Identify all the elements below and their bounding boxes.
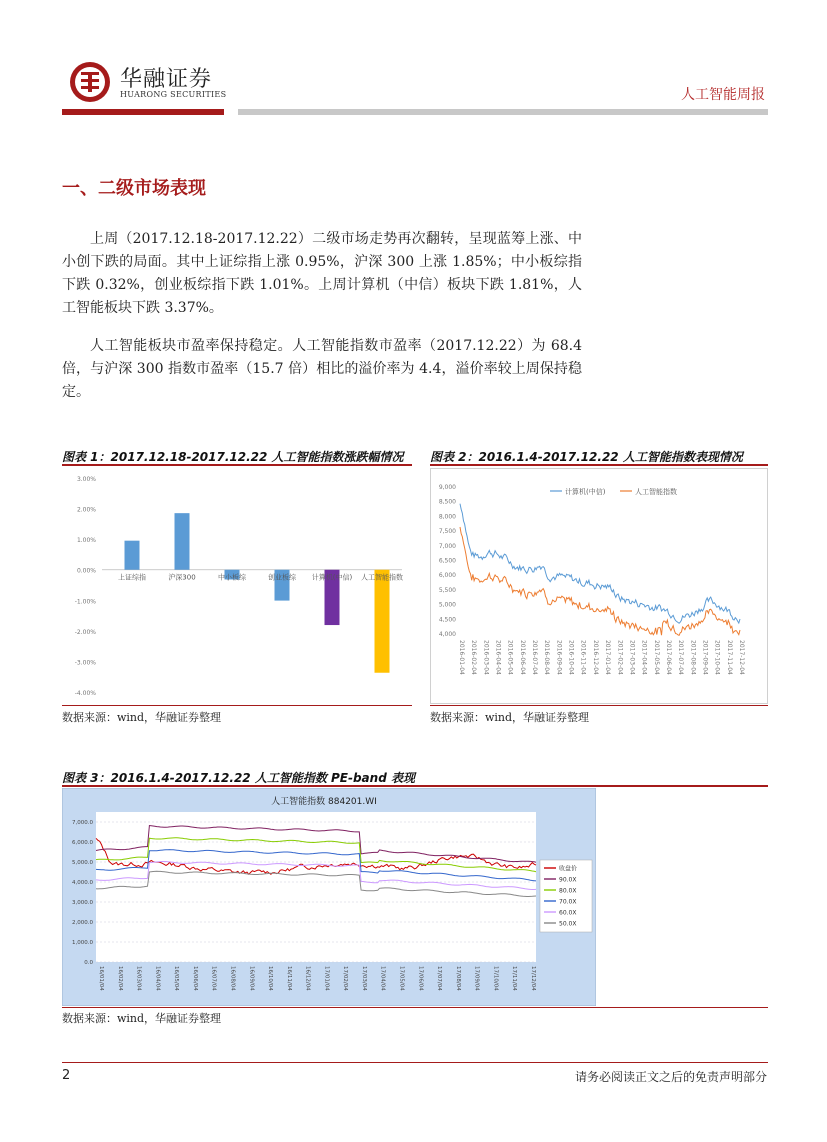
disclaimer-note: 请务必阅读正文之后的免责声明部分 (574, 1070, 767, 1084)
y-tick-label: 1.00% (76, 537, 96, 545)
x-tick-label: 2017-09-04 (701, 640, 709, 675)
y-tick-label: 5,500 (438, 586, 456, 594)
y-tick-label: 8,000 (438, 513, 456, 521)
y-tick-label: -1.00% (74, 598, 96, 606)
x-tick-label: 2016-07-04 (531, 640, 539, 675)
category-label: 创业板综 (268, 573, 296, 582)
x-tick-label: 17/03/04 (360, 966, 367, 991)
y-tick-label: 7,000 (438, 542, 456, 550)
y-tick-label: 2.00% (76, 506, 96, 514)
y-tick-label: 8,500 (438, 498, 456, 506)
y-tick-label: 0.0 (84, 960, 93, 966)
chart-title: 人工智能指数 884201.WI (271, 797, 377, 807)
figure-1-bar-chart (62, 468, 412, 704)
x-tick-label: 16/07/04 (210, 966, 217, 991)
legend-label: 计算机(中信) (565, 488, 606, 496)
huarong-logo-icon (68, 60, 112, 104)
x-tick-label: 2017-01-04 (604, 640, 612, 675)
x-tick-label: 16/08/04 (229, 966, 236, 991)
figure-2-line-chart (430, 468, 768, 704)
x-tick-label: 17/11/04 (511, 966, 518, 991)
plot-area (96, 812, 536, 962)
company-name: 华融证券 (120, 67, 213, 92)
x-tick-label: 2016-02-04 (470, 640, 478, 675)
figure-1-rule-bottom (62, 705, 412, 706)
x-tick-label: 17/04/04 (379, 966, 386, 991)
figure-3-source: 数据来源：wind，华融证券整理 (62, 1012, 222, 1025)
x-tick-label: 2016-11-04 (579, 640, 587, 675)
x-tick-label: 17/12/04 (530, 966, 536, 991)
figure-1-title: 图表 1：2017.12.18-2017.12.22 人工智能指数涨跌幅情况 (62, 450, 404, 464)
x-tick-label: 17/09/04 (473, 966, 480, 991)
y-tick-label: 4,000 (438, 631, 456, 638)
x-tick-label: 16/06/04 (191, 966, 198, 991)
x-tick-label: 17/08/04 (454, 966, 461, 991)
x-tick-label: 2016-09-04 (555, 640, 563, 675)
figure-1-source: 数据来源：wind，华融证券整理 (62, 711, 222, 724)
x-tick-label: 17/01/04 (323, 966, 330, 991)
x-tick-label: 16/01/04 (98, 966, 104, 991)
footer-rule (62, 1062, 768, 1063)
figure-3-title: 图表 3：2016.1.4-2017.12.22 人工智能指数 PE-band 表现 (62, 771, 415, 785)
x-tick-label: 2017-12-04 (738, 640, 745, 675)
x-tick-label: 2016-08-04 (543, 640, 551, 675)
x-tick-label: 2016-05-04 (506, 640, 514, 675)
y-tick-label: 7,000.0 (72, 820, 93, 826)
y-tick-label: 0.00% (76, 567, 96, 575)
x-tick-label: 2017-05-04 (652, 640, 660, 675)
category-label: 人工智能指数 (361, 573, 403, 582)
x-tick-label: 2016-12-04 (591, 640, 599, 675)
bar (375, 570, 390, 673)
x-tick-label: 17/10/04 (492, 966, 499, 991)
y-tick-label: 5,000 (438, 601, 456, 609)
legend-label: 90.0X (559, 876, 577, 884)
x-tick-label: 17/07/04 (436, 966, 443, 991)
x-tick-label: 2017-03-04 (628, 640, 636, 675)
x-tick-label: 16/03/04 (135, 966, 142, 991)
x-tick-label: 2016-04-04 (494, 640, 502, 675)
company-name-en: HUARONG SECURITIES (120, 90, 227, 99)
legend-label: 人工智能指数 (635, 488, 677, 496)
y-tick-label: 6,000.0 (72, 840, 93, 846)
bar (175, 513, 190, 570)
figure-1-rule-top (62, 464, 412, 466)
x-tick-label: 2017-08-04 (689, 640, 697, 675)
legend-label: 80.0X (559, 887, 577, 895)
x-tick-label: 2017-10-04 (713, 640, 721, 675)
paragraph-market: 上周（2017.12.18-2017.12.22）二级市场走势再次翻转，呈现蓝筹上涨、中小创下跌的局面。其中上证综指上涨 0.95%，沪深 300 上涨 1.85%；中小板综指下跌 0.32%，创业板综指下跌 1.01%。上周计算机（中信）板块下跌 1.81%，人工智能板块下跌 3.37%。 (62, 231, 582, 316)
x-tick-label: 2017-06-04 (664, 640, 672, 675)
paragraph-pe: 人工智能板块市盈率保持稳定。人工智能指数市盈率（2017.12.22）为 68.4 倍，与沪深 300 指数市盈率（15.7 倍）相比的溢价率为 4.4，溢价率较上周保持稳定。 (62, 338, 582, 400)
header-bar-gray (238, 109, 768, 115)
y-tick-label: -4.00% (74, 690, 96, 697)
legend-label: 收盘价 (559, 865, 578, 873)
figure-2-title: 图表 2：2016.1.4-2017.12.22 人工智能指数表现情况 (430, 450, 743, 464)
figure-3-rule-bottom (62, 1007, 768, 1008)
report-tag: 人工智能周报 (681, 87, 765, 103)
x-tick-label: 2017-02-04 (616, 640, 624, 675)
figure-3-pe-band-chart (62, 788, 596, 1006)
x-tick-label: 16/12/04 (304, 966, 311, 991)
y-tick-label: 9,000 (438, 484, 456, 491)
figure-2-rule-bottom (430, 705, 768, 706)
category-label: 上证综指 (118, 573, 146, 582)
y-tick-label: -2.00% (74, 628, 96, 636)
x-tick-label: 2017-07-04 (677, 640, 685, 675)
page-number: 2 (62, 1068, 71, 1083)
y-tick-label: 3.00% (76, 476, 96, 483)
y-tick-label: 6,500 (438, 557, 456, 565)
y-tick-label: 4,500 (438, 616, 456, 624)
x-tick-label: 2016-03-04 (482, 640, 490, 675)
category-label: 计算机(中信) (311, 573, 353, 582)
y-tick-label: 1,000.0 (72, 940, 93, 946)
x-tick-label: 17/05/04 (398, 966, 405, 991)
x-tick-label: 2017-04-04 (640, 640, 648, 675)
legend-label: 60.0X (559, 909, 577, 917)
y-tick-label: -3.00% (74, 659, 96, 667)
x-tick-label: 16/09/04 (248, 966, 255, 991)
x-tick-label: 16/04/04 (154, 966, 161, 991)
series-line-computer (460, 504, 740, 624)
figure-3-rule-top (62, 785, 768, 787)
category-label: 沪深300 (168, 573, 196, 582)
x-tick-label: 2016-06-04 (518, 640, 526, 675)
figure-2-rule-top (430, 464, 768, 466)
figure-2-source: 数据来源：wind，华融证券整理 (430, 711, 590, 724)
x-tick-label: 17/06/04 (417, 966, 424, 991)
y-tick-label: 4,000.0 (72, 880, 93, 886)
x-tick-label: 17/02/04 (342, 966, 349, 991)
category-label: 中小板综 (218, 573, 246, 582)
x-tick-label: 2016-10-04 (567, 640, 575, 675)
x-tick-label: 16/10/04 (267, 966, 274, 991)
legend-label: 50.0X (559, 920, 577, 928)
x-tick-label: 16/11/04 (285, 966, 292, 991)
legend-label: 70.0X (559, 898, 577, 906)
y-tick-label: 7,500 (438, 528, 456, 536)
section-title: 一、二级市场表现 (62, 178, 206, 199)
y-tick-label: 5,000.0 (72, 860, 93, 866)
bar (125, 541, 140, 570)
x-tick-label: 16/02/04 (116, 966, 123, 991)
x-tick-label: 16/05/04 (173, 966, 180, 991)
y-tick-label: 6,000 (438, 572, 456, 580)
y-tick-label: 3,000.0 (72, 900, 93, 906)
header-bar-red (62, 109, 224, 115)
y-tick-label: 2,000.0 (72, 920, 93, 926)
series-line-ai (460, 527, 740, 635)
x-tick-label: 2017-11-04 (725, 640, 733, 675)
x-tick-label: 2016-01-04 (458, 640, 465, 675)
